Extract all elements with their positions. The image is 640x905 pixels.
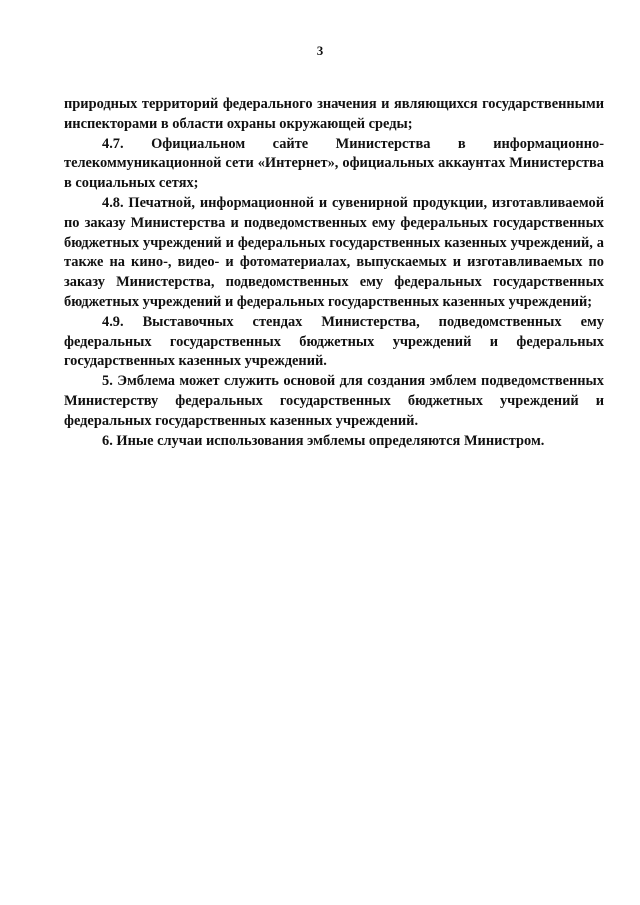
- paragraph-4-9: 4.9. Выставочных стендах Министерства, подведомственных ему федеральных государственных бюджетных учреждений и федеральных государственных казенных учреждений.: [64, 313, 604, 370]
- page-number: 3: [316, 43, 324, 58]
- paragraph-5: 5. Эмблема может служить основой для создания эмблем подведомственных Министерству федеральных государственных бюджетных учреждений и федеральных государственных казенных учреждений.: [64, 373, 604, 429]
- paragraph-continuation: природных территорий федерального значения и являющихся государственными инспекторами в области охраны окружающей среды;: [64, 96, 604, 132]
- document-body: [64, 95, 604, 451]
- paragraph-6: 6. Иные случаи использования эмблемы определяются Министром.: [102, 432, 545, 449]
- paragraph-4-7: 4.7. Официальном сайте Министерства в информационно-телекоммуникационной сети «Интернет», официальных аккаунтах Министерства в социальных сетях;: [64, 135, 604, 192]
- paragraph-4-8: 4.8. Печатной, информационной и сувенирной продукции, изготавливаемой по заказу Министерства и подведомственных ему федеральных государственных бюджетных учреждений и федеральных государственных казенных учреждений, а также на кино-, видео- и фотоматериалах, выпускаемых и изготавливаемых по заказу Министерства, подведомственных ему федеральных государственных бюджетных учреждений и федеральных государственных казенных учреждений;: [64, 194, 604, 310]
